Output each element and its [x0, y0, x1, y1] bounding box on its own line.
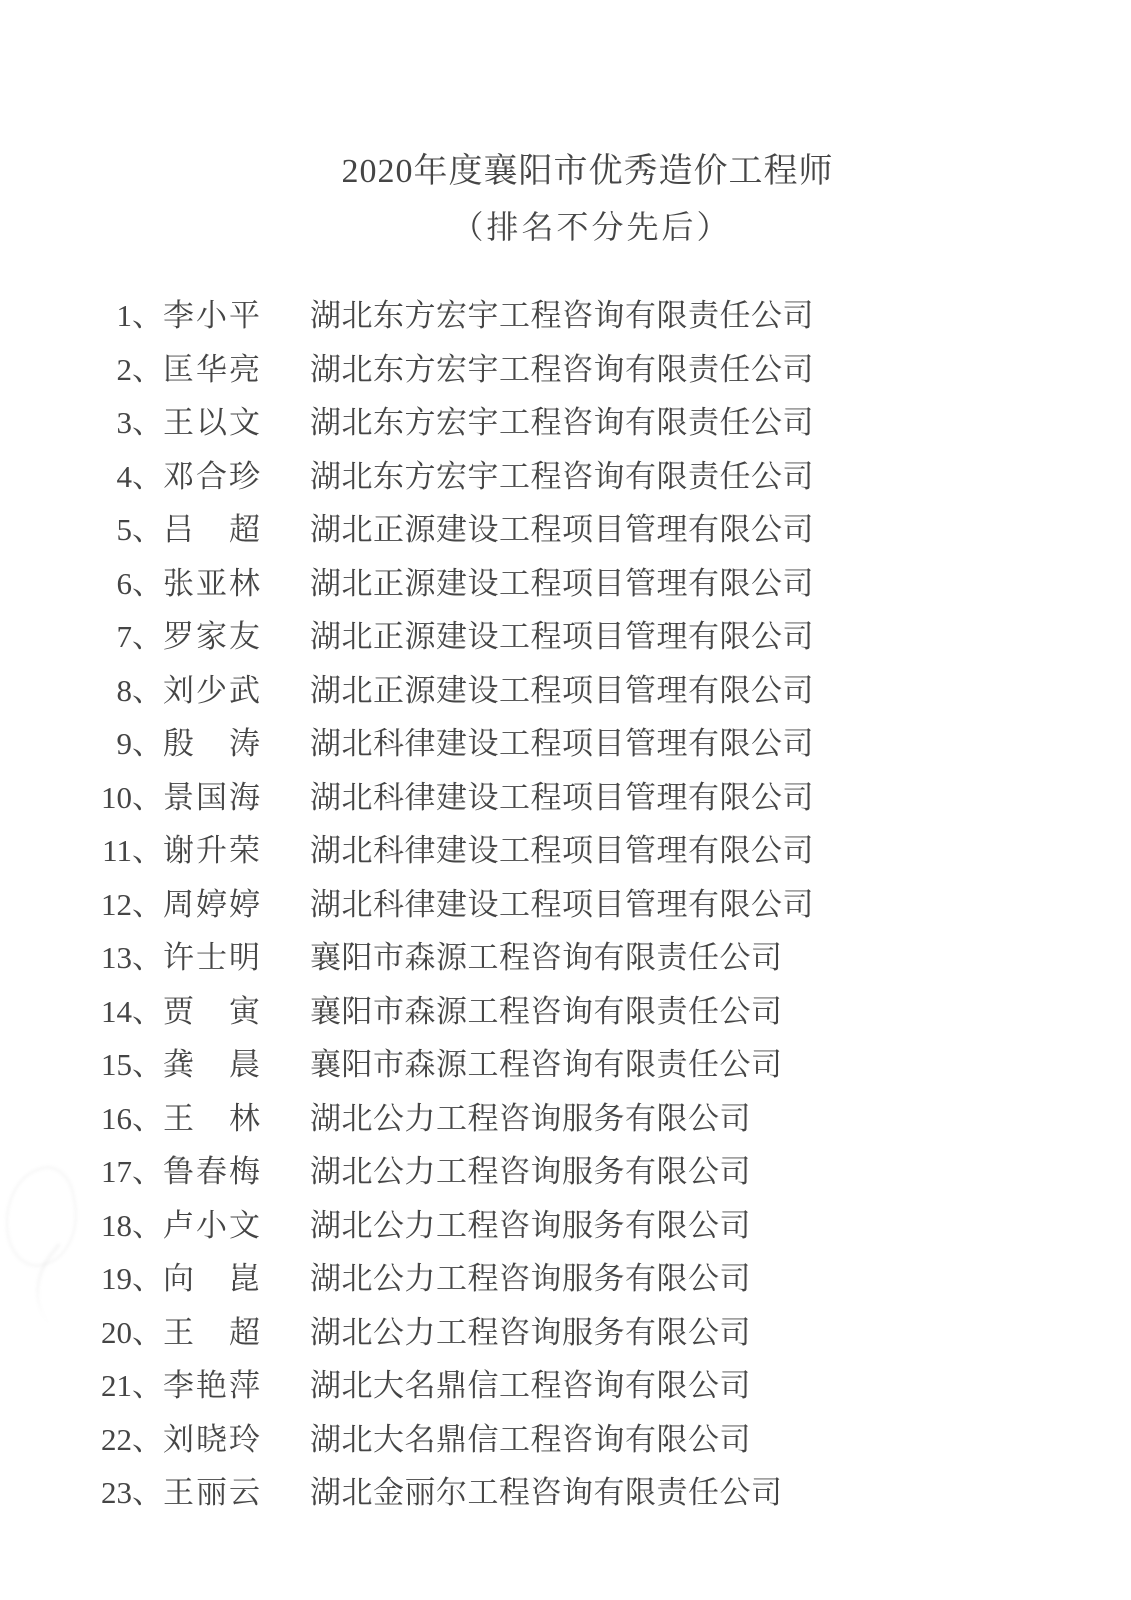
- item-number: 19、: [101, 1261, 163, 1296]
- company-name: 湖北正源建设工程项目管理有限公司: [310, 512, 814, 547]
- engineer-name: 王丽云: [163, 1475, 262, 1510]
- company-name: 湖北大名鼎信工程咨询有限公司: [310, 1421, 751, 1457]
- company-name: 湖北公力工程咨询服务有限公司: [310, 1207, 751, 1243]
- list-item: [100, 993, 1030, 1029]
- list-item: [100, 1100, 1030, 1136]
- company-name: 湖北科律建设工程项目管理有限公司: [310, 726, 814, 761]
- engineer-name: 王以文: [163, 405, 262, 440]
- company-name: 襄阳市森源工程咨询有限责任公司: [310, 940, 783, 975]
- award-list: [100, 300, 1030, 1531]
- engineer-name: 鲁春梅: [163, 1154, 262, 1189]
- engineer-name: 向 崑: [163, 1261, 262, 1296]
- company-name: 湖北正源建设工程项目管理有限公司: [310, 672, 814, 708]
- list-item: [100, 942, 1030, 974]
- engineer-name: 王 林: [163, 1100, 262, 1136]
- item-number: 1、: [116, 298, 163, 333]
- company-name: 湖北公力工程咨询服务有限公司: [310, 1314, 751, 1350]
- company-name: 湖北公力工程咨询服务有限公司: [310, 1154, 751, 1189]
- engineer-name: 匡华亮: [163, 351, 262, 387]
- list-item: [100, 1049, 1030, 1081]
- engineer-name: 王 超: [163, 1314, 262, 1350]
- list-item: [100, 1421, 1030, 1457]
- company-name: 湖北科律建设工程项目管理有限公司: [310, 779, 814, 815]
- engineer-name: 贾 寅: [163, 993, 262, 1029]
- company-name: 襄阳市森源工程咨询有限责任公司: [310, 993, 783, 1029]
- item-number: 5、: [116, 512, 163, 547]
- company-name: 湖北科律建设工程项目管理有限公司: [310, 886, 814, 922]
- item-number: 8、: [116, 672, 163, 708]
- company-name: 襄阳市森源工程咨询有限责任公司: [310, 1047, 783, 1082]
- list-item: [100, 621, 1030, 653]
- list-item: [100, 565, 1030, 601]
- list-item: [100, 1156, 1030, 1188]
- company-name: 湖北金丽尔工程咨询有限责任公司: [310, 1475, 783, 1510]
- engineer-name: 吕 超: [163, 512, 262, 547]
- item-number: 15、: [101, 1047, 163, 1082]
- engineer-name: 景国海: [163, 779, 262, 815]
- engineer-name: 李艳萍: [163, 1368, 262, 1403]
- list-item: [100, 407, 1030, 439]
- company-name: 湖北公力工程咨询服务有限公司: [310, 1100, 751, 1136]
- scan-artifact: [0, 1159, 84, 1275]
- item-number: 20、: [101, 1314, 163, 1350]
- engineer-name: 殷 涛: [163, 726, 262, 761]
- list-item: [100, 835, 1030, 867]
- item-number: 2、: [116, 351, 163, 387]
- item-number: 6、: [116, 565, 163, 601]
- company-name: 湖北东方宏宇工程咨询有限责任公司: [310, 458, 814, 494]
- engineer-name: 罗家友: [163, 619, 262, 654]
- company-name: 湖北公力工程咨询服务有限公司: [310, 1261, 751, 1296]
- item-number: 3、: [116, 405, 163, 440]
- engineer-name: 刘晓玲: [163, 1421, 262, 1457]
- company-name: 湖北东方宏宇工程咨询有限责任公司: [310, 351, 814, 387]
- list-item: [100, 351, 1030, 387]
- item-number: 17、: [101, 1154, 163, 1189]
- item-number: 4、: [116, 458, 163, 494]
- company-name: 湖北正源建设工程项目管理有限公司: [310, 619, 814, 654]
- item-number: 7、: [116, 619, 163, 654]
- company-name: 湖北东方宏宇工程咨询有限责任公司: [310, 298, 814, 333]
- list-item: [100, 1370, 1030, 1402]
- item-number: 16、: [101, 1100, 163, 1136]
- item-number: 21、: [101, 1368, 163, 1403]
- list-item: [100, 1263, 1030, 1295]
- company-name: 湖北东方宏宇工程咨询有限责任公司: [310, 405, 814, 440]
- company-name: 湖北正源建设工程项目管理有限公司: [310, 565, 814, 601]
- item-number: 14、: [101, 993, 163, 1029]
- list-item: [100, 514, 1030, 546]
- item-number: 22、: [101, 1421, 163, 1457]
- item-number: 13、: [101, 940, 163, 975]
- list-item: [100, 728, 1030, 760]
- company-name: 湖北大名鼎信工程咨询有限公司: [310, 1368, 751, 1403]
- list-item: [100, 779, 1030, 815]
- item-number: 18、: [101, 1207, 163, 1243]
- item-number: 10、: [101, 779, 163, 815]
- list-item: [100, 672, 1030, 708]
- engineer-name: 刘少武: [163, 672, 262, 708]
- document-title: 2020年度襄阳市优秀造价工程师: [341, 153, 834, 190]
- document-subtitle: （排名不分先后）: [451, 209, 732, 245]
- scan-artifact: [15, 1243, 108, 1337]
- list-item: [100, 1314, 1030, 1350]
- item-number: 9、: [116, 726, 163, 761]
- item-number: 12、: [101, 886, 163, 922]
- item-number: 23、: [101, 1475, 163, 1510]
- item-number: 11、: [102, 833, 163, 868]
- company-name: 湖北科律建设工程项目管理有限公司: [310, 833, 814, 868]
- engineer-name: 谢升荣: [163, 833, 262, 868]
- list-item: [100, 458, 1030, 494]
- engineer-name: 卢小文: [163, 1207, 262, 1243]
- engineer-name: 李小平: [163, 298, 262, 333]
- engineer-name: 张亚林: [163, 565, 262, 601]
- engineer-name: 周婷婷: [163, 886, 262, 922]
- engineer-name: 许士明: [163, 940, 262, 975]
- list-item: [100, 300, 1030, 332]
- engineer-name: 邓合珍: [163, 458, 262, 494]
- list-item: [100, 1477, 1030, 1509]
- list-item: [100, 886, 1030, 922]
- list-item: [100, 1207, 1030, 1243]
- engineer-name: 龚 晨: [163, 1047, 262, 1082]
